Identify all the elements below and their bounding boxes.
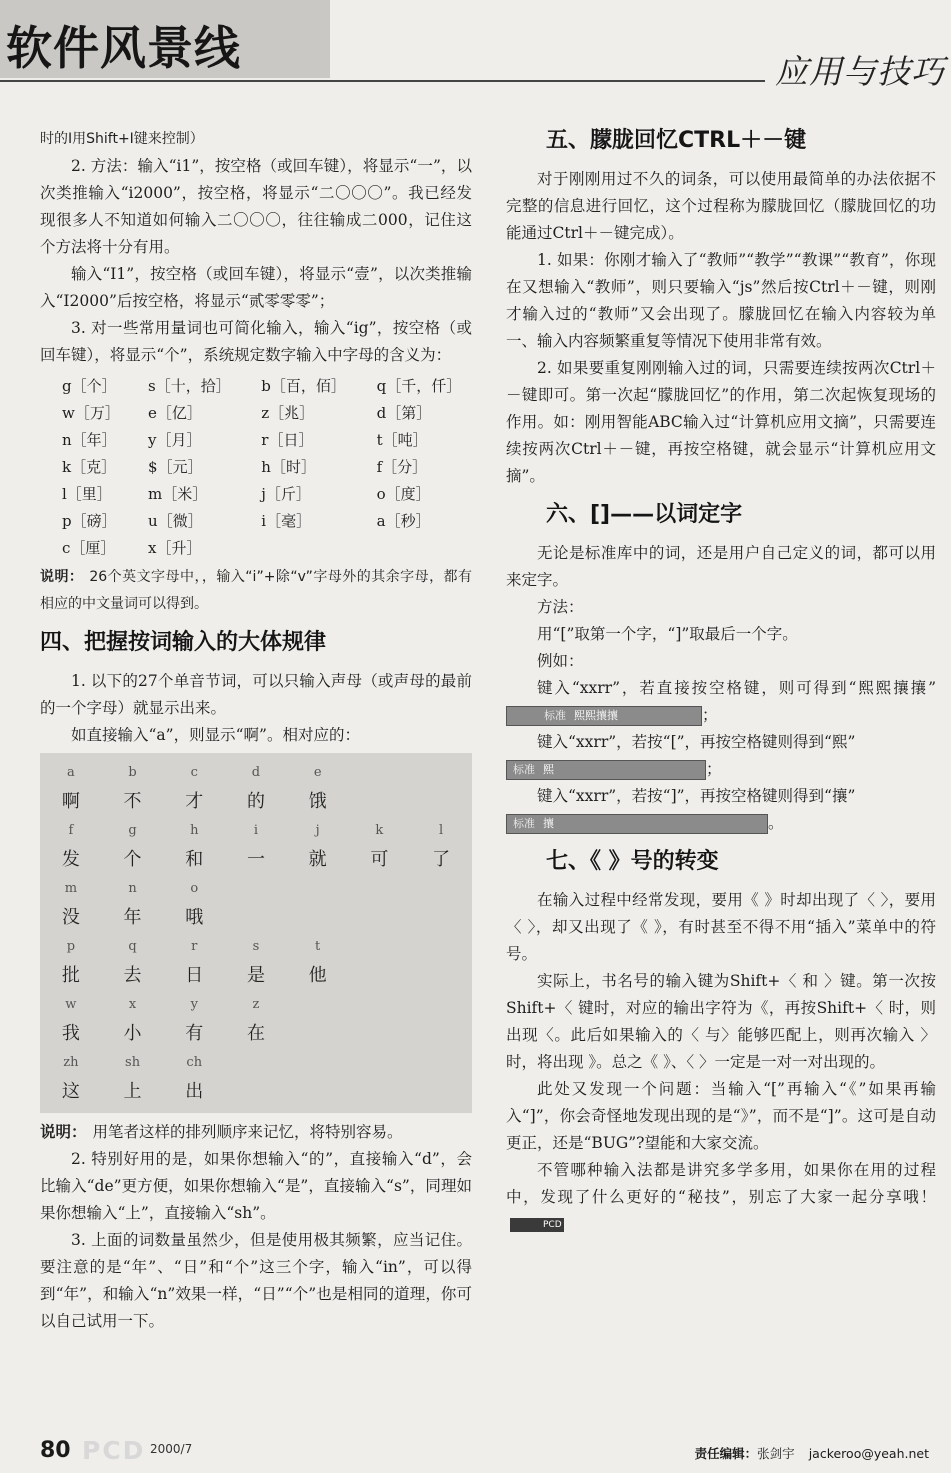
punctuation: ； — [702, 706, 718, 724]
table-cell: i［毫］ — [261, 512, 312, 530]
pinyin-letter: b — [128, 765, 137, 780]
ime-mode-label: 标准 — [513, 817, 535, 830]
editor-credit — [695, 1444, 929, 1462]
table-cell — [357, 535, 472, 562]
pinyin-char — [225, 902, 287, 933]
note-text: 26个英文字母中，，输入“i”+除“v”字母外的其余字母，都有相应的中文量词可以得到。 — [40, 569, 472, 612]
pinyin-letter: o — [190, 881, 199, 896]
pinyin-row — [40, 933, 472, 960]
table-cell: q［千，仟］ — [376, 377, 462, 395]
pinyin-char: 小 — [123, 1023, 142, 1044]
pinyin-letter: n — [128, 881, 137, 896]
table-cell: s［十，拾］ — [148, 377, 231, 395]
editor-label: 责任编辑： — [694, 1446, 758, 1461]
pinyin-char: 可 — [370, 849, 389, 870]
pinyin-char: 出 — [185, 1081, 204, 1102]
example-line — [506, 756, 936, 783]
table-cell: c［厘］ — [62, 539, 116, 557]
pinyin-char: 和 — [185, 849, 204, 870]
table-cell: u［微］ — [148, 512, 203, 530]
paragraph — [506, 1157, 936, 1238]
pinyin-char: 批 — [61, 965, 80, 986]
ime-status-bar — [506, 706, 702, 726]
page-number: 80 — [40, 1438, 71, 1463]
pinyin-char — [349, 1018, 411, 1049]
pinyin-letter: f — [68, 823, 74, 838]
pinyin-char — [410, 786, 472, 817]
paragraph: 输入“I1”，按空格（或回车键），将显示“壹”，以次类推输入“I2000”后按空格，将显示“贰零零零”； — [40, 265, 472, 310]
pinyin-letter: zh — [63, 1055, 79, 1070]
pinyin-char: 啊 — [61, 791, 80, 812]
pinyin-char: 哦 — [185, 907, 204, 928]
pinyin-row — [40, 817, 472, 844]
paragraph: 3. 上面的词数量虽然少，但是使用极其频繁，应当记住。要注意的是“年”、“日”和“个”这三个字，输入“in”，可以得到“年”，和输入“n”效果一样，“日”“个”也是相同的道理，你可以自己试用一下。 — [40, 1231, 472, 1330]
example-text: 键入“xxrr”，若按“[”，再按空格键则得到“熙” — [537, 733, 856, 751]
pinyin-char — [410, 1076, 472, 1107]
pinyin-letter — [410, 1049, 472, 1076]
ime-candidate: 攘 — [543, 817, 554, 830]
table-cell: g［个］ — [62, 377, 117, 395]
pinyin-char: 的 — [246, 791, 265, 812]
table-cell: k［克］ — [62, 458, 117, 476]
table-cell: h［时］ — [261, 458, 316, 476]
pinyin-char: 就 — [308, 849, 327, 870]
character-row — [40, 844, 472, 875]
pinyin-letter: y — [190, 997, 198, 1012]
paragraph: 实际上，书名号的输入键为Shift+〈 和 〉键。第一次按Shift+〈 键时，对应的输出字符为《，再按Shift+〈 时，则出现〈。此后如果输入的〈 与〉能够匹配上，则再次输入 〉时，将出现 》。总之《 》、〈 〉一定是一对一对出现的。 — [506, 972, 936, 1071]
paragraph: 在输入过程中经常发现，要用《 》时却出现了〈 〉，要用〈 〉，却又出现了《 》，有时甚至不得不用“插入”菜单中的符号。 — [506, 891, 936, 963]
editor-name: 张剑宇 — [757, 1446, 795, 1461]
pinyin-char: 去 — [123, 965, 142, 986]
ime-status-bar — [506, 760, 706, 780]
example-line — [506, 783, 936, 810]
pinyin-char — [349, 902, 411, 933]
note-text: 用笔者这样的排列顺序来记忆，将特别容易。 — [92, 1123, 403, 1141]
pinyin-letter: s — [252, 939, 260, 954]
paragraph: 对于刚刚用过不久的词条，可以使用最简单的办法依据不完整的信息进行回忆，这个过程称为朦胧回忆（朦胧回忆的功能通过Ctrl＋－键完成）。 — [506, 170, 936, 242]
table-cell: d［第］ — [376, 404, 432, 422]
character-row — [40, 902, 472, 933]
table-cell: b［百，佰］ — [261, 377, 346, 395]
pinyin-letter — [287, 1049, 349, 1076]
pinyin-letter: w — [65, 997, 77, 1012]
pinyin-char: 饿 — [308, 791, 327, 812]
pinyin-letter — [225, 875, 287, 902]
note — [40, 1119, 472, 1146]
pinyin-letter: q — [128, 939, 137, 954]
ime-status-bar — [506, 814, 768, 834]
paragraph-text: 不管哪种输入法都是讲究多学多用，如果你在用的过程中，发现了什么更好的“秘技”，别忘了大家一起分享哦！ — [506, 1161, 936, 1206]
paragraph: 2. 方法：输入“i1”，按空格（或回车键），将显示“一”，以次类推输入“i2000”，按空格，将显示“二〇〇〇”。我已经发现很多人不知道如何输入二〇〇〇，往往输成二000，记住这个方法将十分有用。 — [40, 157, 472, 256]
pinyin-char — [349, 786, 411, 817]
pinyin-char: 一 — [246, 849, 265, 870]
pinyin-letter — [349, 759, 411, 786]
example-line — [506, 729, 936, 756]
pinyin-letter: h — [190, 823, 199, 838]
pinyin-row — [40, 991, 472, 1018]
pinyin-letter: i — [253, 823, 259, 838]
pinyin-char: 了 — [432, 849, 451, 870]
character-row — [40, 1076, 472, 1107]
pinyin-letter: k — [375, 823, 384, 838]
pinyin-char: 有 — [185, 1023, 204, 1044]
example-text: 键入“xxrr”，若按“]”，再按空格键则得到“攘” — [537, 787, 856, 805]
table-row — [40, 400, 472, 427]
pinyin-letter: x — [128, 997, 137, 1012]
example-line — [506, 810, 936, 837]
pinyin-letter: t — [315, 939, 321, 954]
column-brand: 软件风景线 — [6, 21, 241, 75]
pinyin-char: 我 — [61, 1023, 80, 1044]
pinyin-letter: j — [315, 823, 320, 838]
ime-mode-label: 标准 — [513, 763, 535, 776]
paragraph: 1. 如果：你刚才输入了“教师”“教学”“教课”“教育”，你现在又想输入“教师”，则只要输入“js”然后按Ctrl＋－键，则刚才输入过的“教师”又会出现了。朦胧回忆在输入内容较为单一、输入内容频繁重复等情况下使用非常有效。 — [506, 251, 936, 350]
pinyin-char — [349, 960, 411, 991]
end-mark-icon: PCD — [510, 1218, 564, 1232]
pinyin-row — [40, 759, 472, 786]
table-row — [40, 373, 472, 400]
table-cell: n［年］ — [62, 431, 117, 449]
paragraph: 此处又发现一个问题：当输入“[”再输入“《”如果再输入“]”，你会奇怪地发现出现的是“》”，而不是“]”。这可是自动更正，还是“BUG”?望能和大家交流。 — [506, 1080, 936, 1152]
paragraph: 无论是标准库中的词，还是用户自己定义的词，都可以用来定字。 — [506, 544, 936, 589]
pinyin-char: 才 — [185, 791, 204, 812]
pinyin-char — [410, 902, 472, 933]
section-title: 应用与技巧 — [775, 52, 945, 91]
pinyin-char — [287, 1018, 349, 1049]
table-cell: o［度］ — [376, 485, 431, 503]
pinyin-letter — [410, 759, 472, 786]
paragraph: 如直接输入“a”，则显示“啊”。相对应的： — [71, 726, 360, 744]
pinyin-letter — [410, 933, 472, 960]
pinyin-letter: r — [191, 939, 198, 954]
pinyin-letter — [349, 933, 411, 960]
quantifier-table — [40, 373, 472, 562]
table-cell: z［兆］ — [261, 404, 315, 422]
pinyin-char: 不 — [123, 791, 142, 812]
note — [40, 564, 472, 618]
pinyin-row — [40, 1049, 472, 1076]
pinyin-char: 日 — [185, 965, 204, 986]
pinyin-row — [40, 875, 472, 902]
pinyin-char — [410, 1018, 472, 1049]
editor-email: jackeroo@yeah.net — [808, 1446, 929, 1461]
paragraph: 时的Ⅰ用Shift+I键来控制） — [40, 131, 204, 147]
pinyin-char: 年 — [123, 907, 142, 928]
pinyin-letter — [349, 991, 411, 1018]
pinyin-letter: d — [251, 765, 261, 780]
table-cell: w［万］ — [62, 404, 120, 422]
pinyin-char — [287, 1076, 349, 1107]
pinyin-char: 个 — [123, 849, 142, 870]
table-cell: m［米］ — [148, 485, 208, 503]
pinyin-char — [349, 1076, 411, 1107]
ime-candidate: 熙熙攘攘 — [574, 709, 618, 722]
pinyin-char: 没 — [61, 907, 80, 928]
table-cell: f［分］ — [376, 458, 428, 476]
paragraph: 3. 对一些常用量词也可简化输入，输入“ig”，按空格（或回车键），将显示“个”，系统规定数字输入中字母的含义为： — [40, 319, 472, 364]
ime-candidate: 熙 — [543, 763, 554, 776]
section-heading: 四、把握按词输入的大体规律 — [40, 630, 327, 655]
table-cell: j［斤］ — [261, 485, 311, 503]
pinyin-letter: z — [252, 997, 260, 1012]
character-row — [40, 786, 472, 817]
pinyin-char — [225, 1076, 287, 1107]
section-heading: 五、朦胧回忆CTRL＋－键 — [546, 128, 807, 153]
table-cell: t［吨］ — [376, 431, 428, 449]
table-cell: x［升］ — [148, 539, 202, 557]
paragraph: 用“[”取第一个字，“]”取最后一个字。 — [537, 625, 798, 643]
character-row — [40, 1018, 472, 1049]
table-cell: p［磅］ — [62, 512, 117, 530]
pinyin-char: 是 — [246, 965, 265, 986]
section-heading: 七、《 》号的转变 — [546, 849, 719, 874]
pinyin-grid — [40, 753, 472, 1113]
example-line — [506, 675, 936, 729]
table-row — [40, 535, 472, 562]
pinyin-letter: m — [64, 881, 78, 896]
pinyin-char: 上 — [123, 1081, 142, 1102]
right-column — [506, 126, 936, 1238]
pinyin-char: 发 — [61, 849, 80, 870]
table-row — [40, 508, 472, 535]
note-label: 说明： — [40, 569, 84, 585]
pinyin-letter: sh — [125, 1055, 141, 1070]
punctuation: 。 — [768, 814, 784, 832]
pinyin-letter — [225, 1049, 287, 1076]
table-cell: a［秒］ — [376, 512, 431, 530]
character-row — [40, 960, 472, 991]
pinyin-letter — [410, 875, 472, 902]
paragraph: 2. 特别好用的是，如果你想输入“的”，直接输入“d”，会比输入“de”更方便，如果你想输入“是”，直接输入“s”，同理如果你想输入“上”，直接输入“sh”。 — [40, 1150, 472, 1222]
table-row — [40, 481, 472, 508]
paragraph: 2. 如果要重复刚刚输入过的词，只需要连续按两次Ctrl＋－键即可。第一次起“朦胧回忆”的作用，第二次起恢复现场的作用。如：刚用智能ABC输入过“计算机应用文摘”，只需要连续按两次Ctrl＋－键，再按空格键，就会显示“计算机应用文摘”。 — [506, 359, 936, 485]
pinyin-letter: e — [313, 765, 322, 780]
table-cell: $［元］ — [148, 458, 203, 476]
table-cell: e［亿］ — [148, 404, 202, 422]
example-text: 键入“xxrr”，若直接按空格键，则可得到“熙熙攘攘” — [537, 679, 936, 697]
pinyin-letter — [410, 991, 472, 1018]
issue-date: 2000/7 — [150, 1442, 193, 1456]
pinyin-letter: c — [190, 765, 198, 780]
left-column — [40, 126, 472, 1335]
pinyin-letter — [287, 875, 349, 902]
table-cell: y［月］ — [148, 431, 202, 449]
paragraph: 例如： — [537, 652, 584, 670]
pinyin-letter: g — [128, 823, 137, 838]
pinyin-char: 在 — [246, 1023, 265, 1044]
pinyin-letter — [349, 875, 411, 902]
pinyin-letter: ch — [186, 1055, 203, 1070]
paragraph: 1. 以下的27个单音节词，可以只输入声母（或声母的最前的一个字母）就显示出来。 — [40, 672, 472, 717]
pinyin-char — [410, 960, 472, 991]
table-cell — [241, 535, 356, 562]
pinyin-letter — [287, 991, 349, 1018]
pinyin-letter — [349, 1049, 411, 1076]
table-cell: l［里］ — [62, 485, 112, 503]
header-rule — [0, 80, 765, 82]
pinyin-letter: p — [66, 939, 76, 954]
table-row — [40, 427, 472, 454]
pinyin-letter: a — [66, 765, 75, 780]
pinyin-char — [287, 902, 349, 933]
paragraph: 方法： — [537, 598, 584, 616]
punctuation: ； — [706, 760, 722, 778]
pinyin-char: 他 — [308, 965, 327, 986]
ime-mode-label: 标准 — [544, 709, 566, 722]
table-row — [40, 454, 472, 481]
pinyin-char: 这 — [61, 1081, 80, 1102]
table-cell: r［日］ — [261, 431, 314, 449]
section-heading: 六、[]——以词定字 — [546, 502, 743, 527]
pinyin-letter: l — [439, 823, 444, 838]
note-label: 说明： — [40, 1123, 87, 1141]
magazine-logo: PCD — [82, 1436, 146, 1465]
